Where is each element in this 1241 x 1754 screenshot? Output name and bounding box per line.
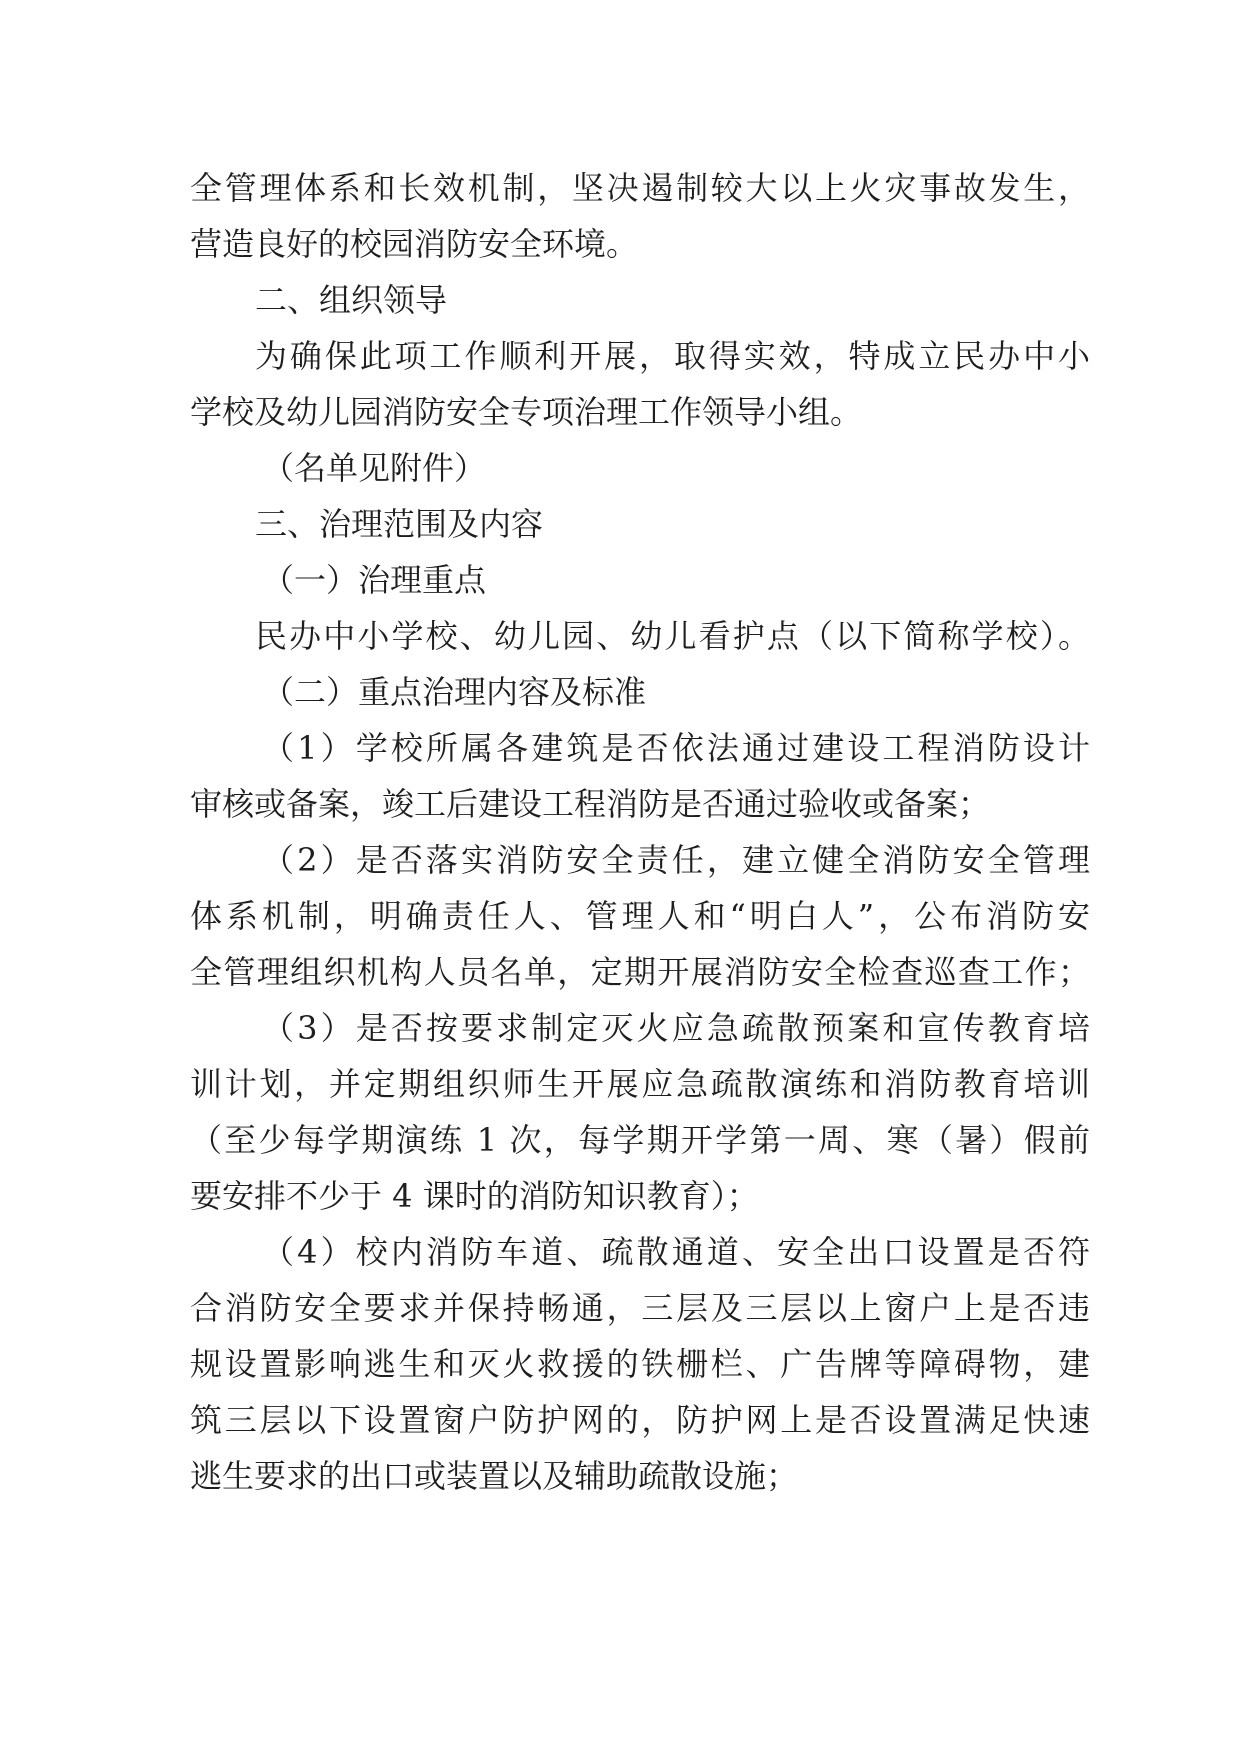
subsection-heading: （二）重点治理内容及标准 [262,673,647,711]
body-text-line: 训计划，并定期组织师生开展应急疏散演练和消防教育培训 [190,1065,1090,1103]
body-text-line: （至少每学期演练 1 次，每学期开学第一周、寒（暑）假前 [190,1121,1090,1159]
section-heading: 三、治理范围及内容 [255,505,544,543]
body-text-line: 营造良好的校园消防安全环境。 [190,225,639,263]
list-item-start: （4）校内消防车道、疏散通道、安全出口设置是否符 [262,1233,1090,1271]
body-text-line: 逃生要求的出口或装置以及辅助疏散设施； [190,1457,799,1495]
subsection-heading: （一）治理重点 [262,561,487,599]
attachment-note: （名单见附件） [262,449,487,487]
body-text-line: 审核或备案，竣工后建设工程消防是否通过验收或备案； [190,785,991,823]
body-text-line: 体系机制，明确责任人、管理人和“明白人”，公布消防安 [190,897,1090,935]
paragraph-start: 为确保此项工作顺利开展，取得实效，特成立民办中小 [255,337,1090,375]
section-heading: 二、组织领导 [255,281,448,319]
paragraph-start: 民办中小学校、幼儿园、幼儿看护点（以下简称学校）。 [255,617,1090,655]
body-text-line: 规设置影响逃生和灭火救援的铁栅栏、广告牌等障碍物，建 [190,1345,1090,1383]
list-item-start: （2）是否落实消防安全责任，建立健全消防安全管理 [262,841,1090,879]
body-text-line: 筑三层以下设置窗户防护网的，防护网上是否设置满足快速 [190,1401,1090,1439]
body-text-line: 全管理组织机构人员名单，定期开展消防安全检查巡查工作； [190,953,1090,991]
list-item-start: （3）是否按要求制定灭火应急疏散预案和宣传教育培 [262,1009,1090,1047]
body-text-line: 要安排不少于 4 课时的消防知识教育）； [190,1177,759,1215]
body-text-line: 全管理体系和长效机制，坚决遏制较大以上火灾事故发生， [190,169,1090,207]
body-text-line: 合消防安全要求并保持畅通，三层及三层以上窗户上是否违 [190,1289,1090,1327]
body-text-line: 学校及幼儿园消防安全专项治理工作领导小组。 [190,393,863,431]
list-item-start: （1）学校所属各建筑是否依法通过建设工程消防设计 [262,729,1090,767]
